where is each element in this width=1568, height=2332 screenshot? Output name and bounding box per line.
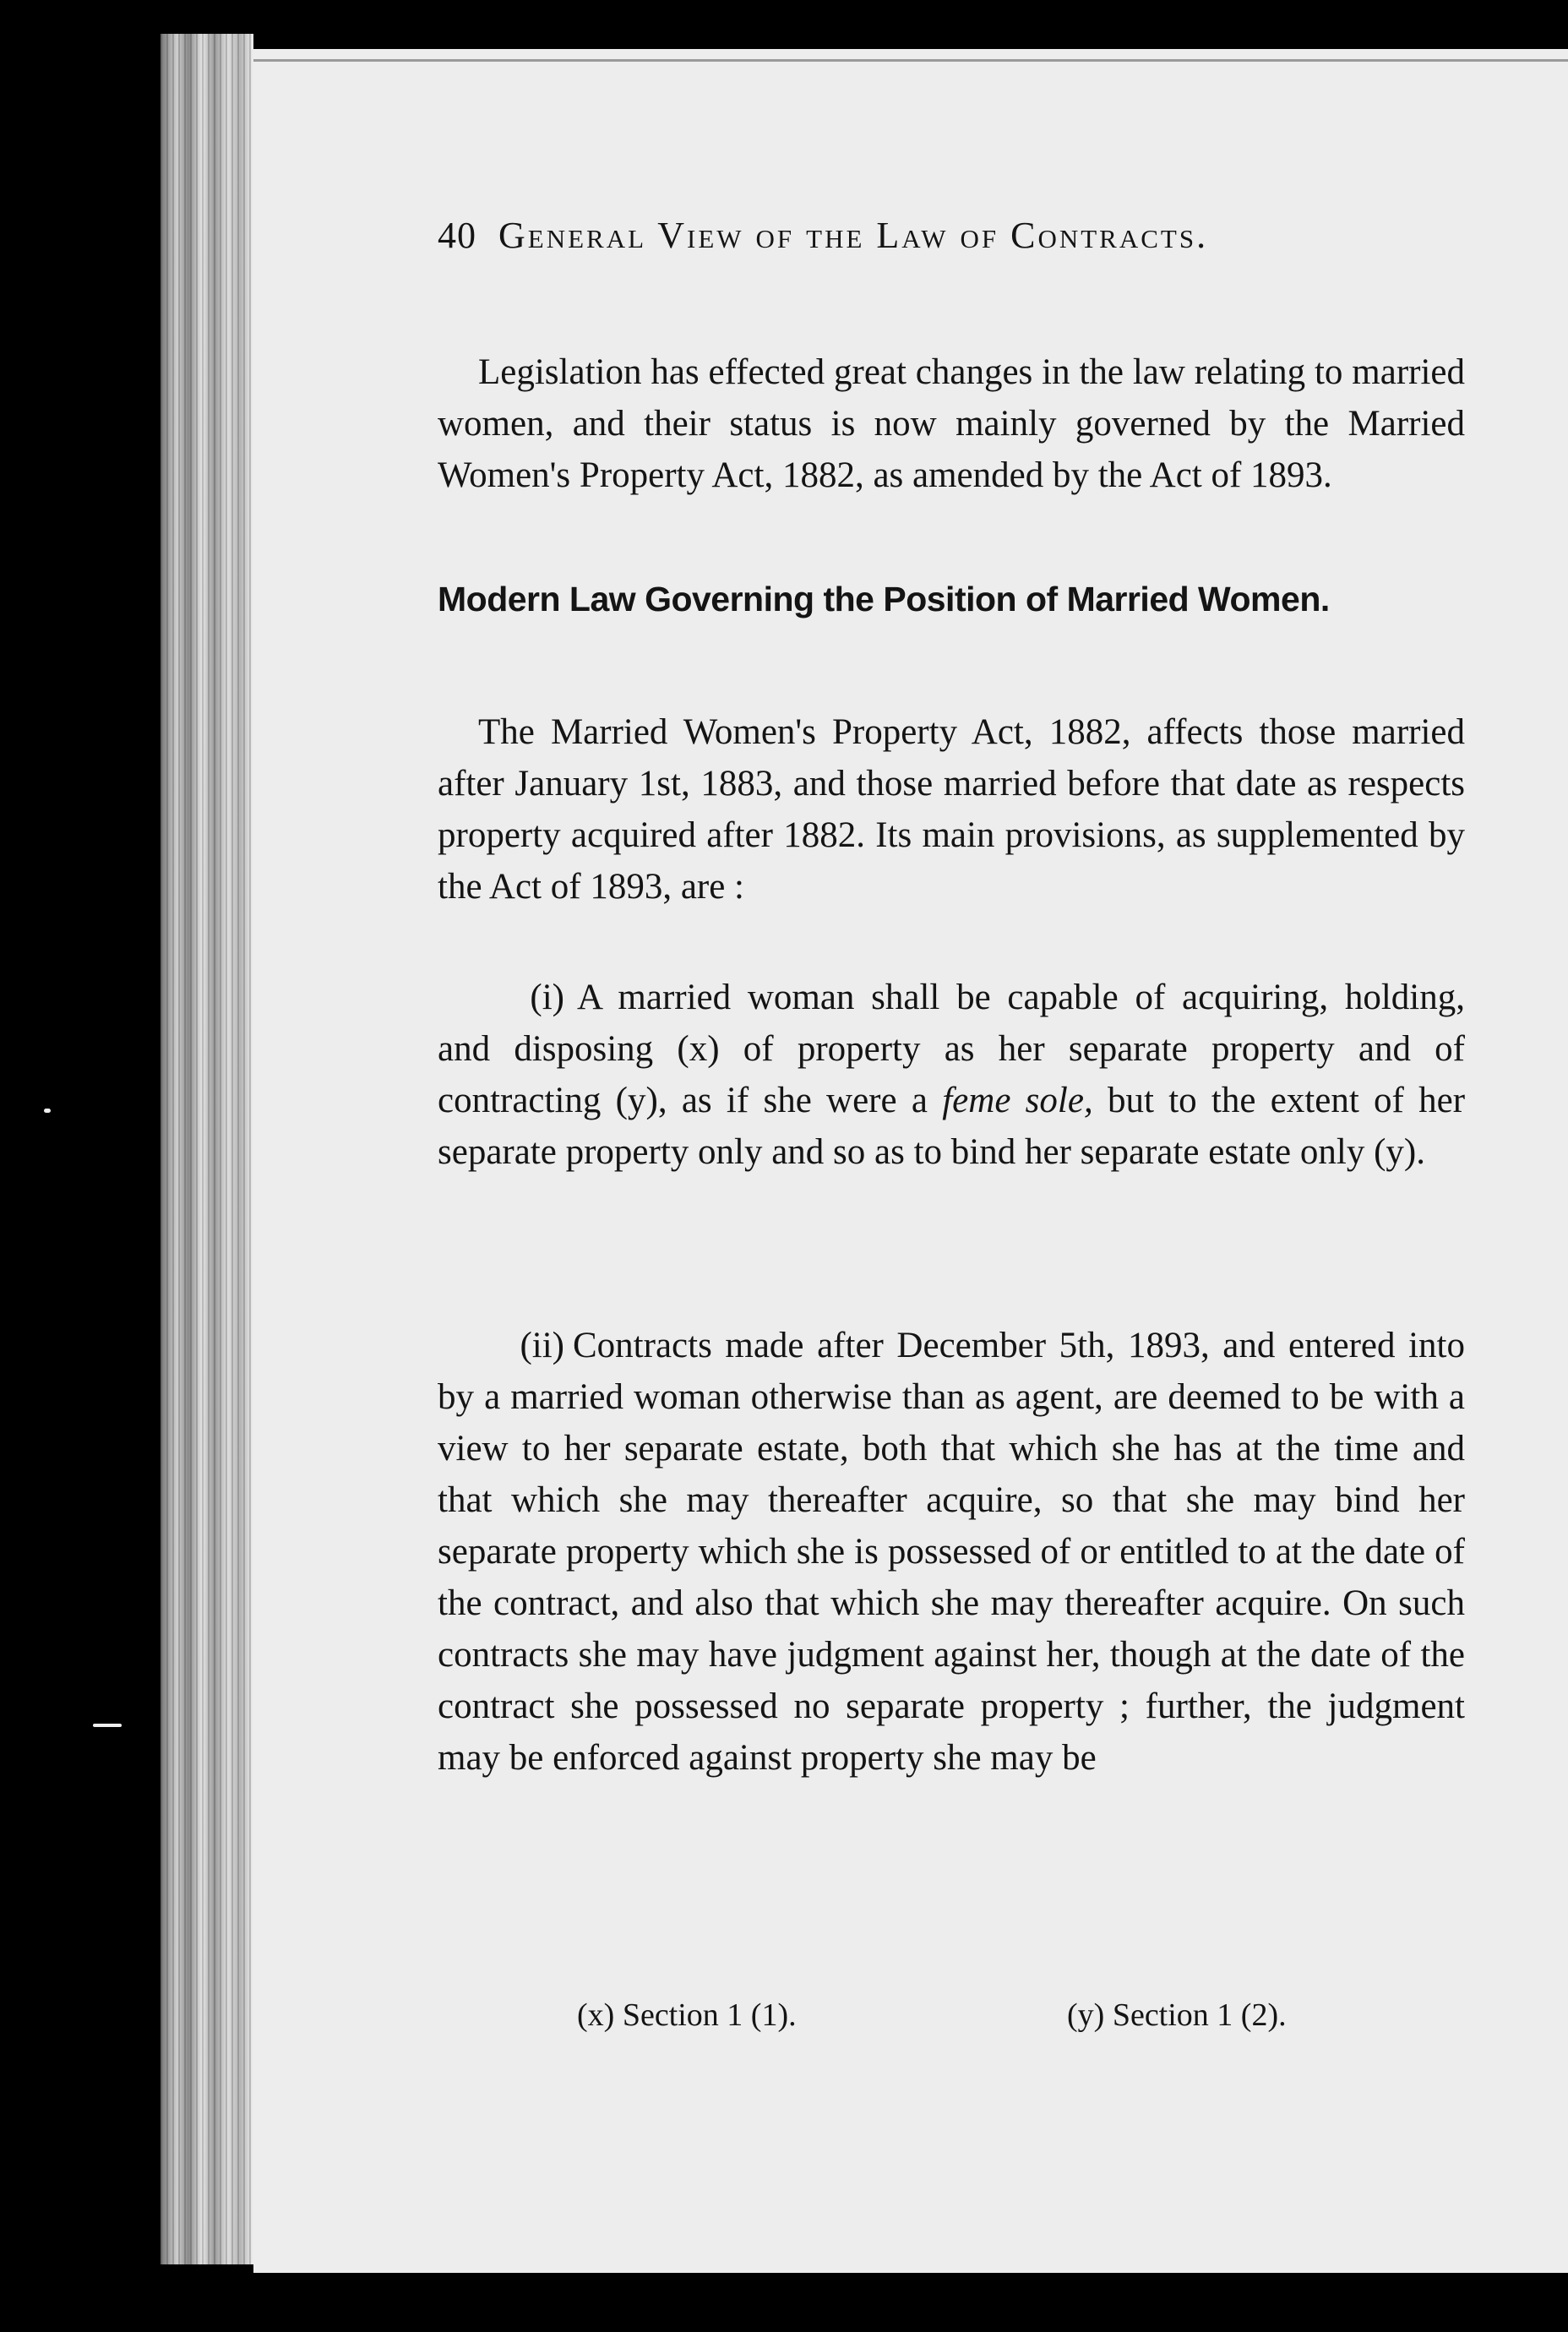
footnote-y — [1067, 1997, 1287, 2034]
provision-italic-term: feme sole, — [942, 1081, 1093, 1120]
provision-number: (i) — [530, 978, 564, 1017]
footnote-text: Section 1 (2). — [1112, 1997, 1287, 2033]
provision-text — [438, 972, 1465, 1178]
section-heading: Modern Law Governing the Position of Married Women. — [438, 580, 1330, 618]
provision-text: Contracts made after December 5th, 1893, and entered into by a married woman otherwise than as agent, are deemed to be with a view to her separate estate, both that which she has at the time and that which she may thereafter acquire, so that she may bind her separate property which she is possessed of or entitled to at the date of the contract, and also that which she may thereafter acquire. On such contracts she may have judgment against her, though at the date of the contract she possessed no separate property ; further, the judgment may be enforced against property she may be — [438, 1326, 1465, 1778]
intro-paragraph: Legislation has effected great changes in the law relating to married women, and their status is now mainly governed by the Married Women's Property Act, 1882, as amended by the Act of 1893. — [438, 352, 1465, 495]
book-binding-edge — [161, 34, 253, 2264]
scan-speck — [44, 1109, 51, 1113]
scan-speck — [93, 1724, 122, 1727]
body-paragraph: The Married Women's Property Act, 1882, affects those married after January 1st, 1883, and those married before that date as respects property acquired after 1882. Its main provisions, as supplemented by the Act of 1893, are : — [438, 712, 1465, 907]
footnote-text: Section 1 (1). — [622, 1997, 797, 2033]
running-title: General View of the Law of Contracts. — [498, 215, 1209, 256]
running-header — [438, 214, 1494, 257]
provision-text-part: but to the extent of her separate property only and so as to bind her separate estate only (y). — [438, 1081, 1466, 1172]
book-page — [253, 49, 1568, 2273]
footnote-mark: (x) — [577, 1997, 615, 2033]
footnote-x — [577, 1997, 797, 2034]
page-top-edge — [253, 59, 1568, 62]
footnote-mark: (y) — [1067, 1997, 1105, 2033]
provision-number: (ii) — [520, 1326, 564, 1365]
page-text — [253, 49, 1568, 2273]
binding-texture — [161, 34, 253, 2264]
provision-text-part: A married woman shall be capable of acquiring, holding, and disposing (x) of property as her separate property and of contracting (y), as if she were a — [438, 978, 1465, 1120]
page-number: 40 — [438, 215, 476, 256]
